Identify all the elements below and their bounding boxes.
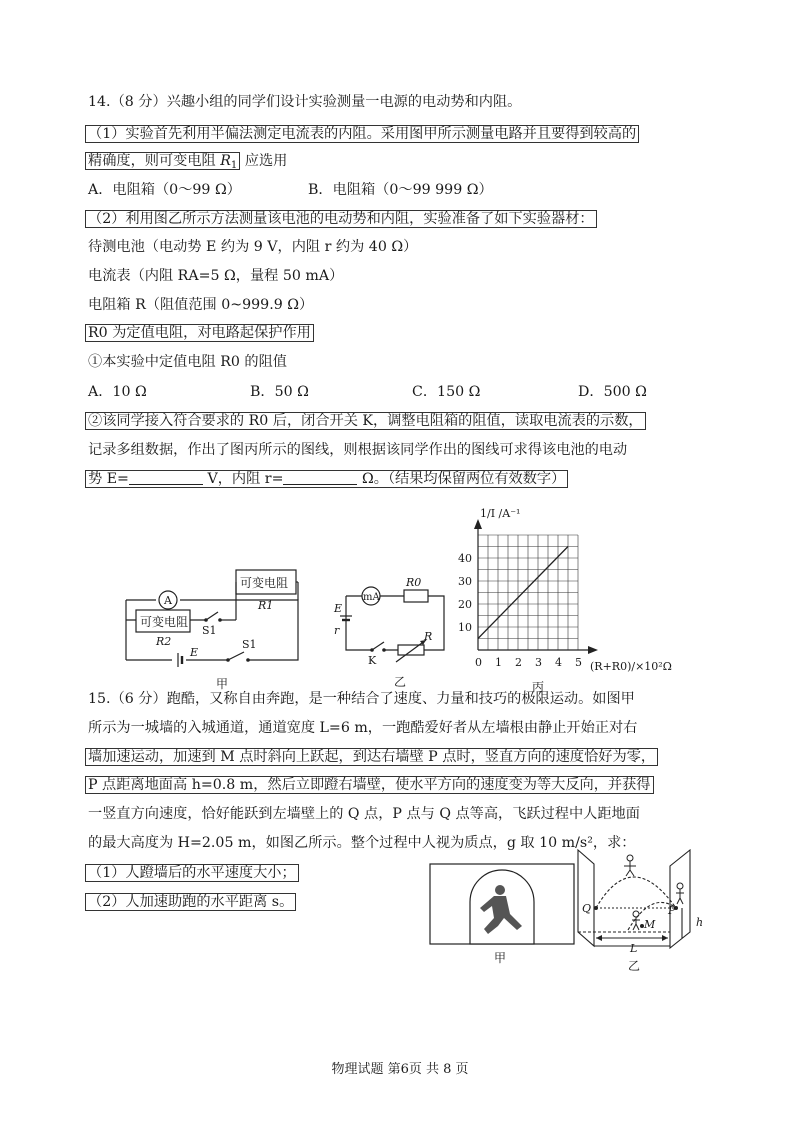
chart-x-tick-label: 1 xyxy=(495,656,502,669)
figure-yi-trajectory xyxy=(572,846,712,978)
figure-bing-caption: 丙 xyxy=(532,680,545,694)
chart-y-axis-label: 1/I /A⁻¹ xyxy=(480,507,521,520)
page-footer: 物理试题 第6页 共 8 页 xyxy=(331,1062,469,1077)
person-top-icon xyxy=(624,855,636,876)
figure-bing-chart xyxy=(452,505,692,695)
q15-line2: 所示为一城墙的入城通道，通道宽度 L=6 m，一跑酷爱好者从左墙根由静止开始正对右 xyxy=(88,720,638,736)
e-yi-label: E xyxy=(334,602,343,615)
chart-x-tick-label: 2 xyxy=(515,656,522,669)
q14-part2: （2）利用图乙所示方法测量该电池的电动势和内阻，实验准备了如下实验器材： xyxy=(88,209,597,229)
s1-label: S1 xyxy=(202,624,217,637)
r-internal-label: r xyxy=(334,624,340,637)
q15-line3: 墙加速运动，加速到 M 点时斜向上跃起，到达右墙壁 P 点时，竖直方向的速度恰好为零， xyxy=(88,747,658,767)
r1-box-label: 可变电阻 xyxy=(240,576,289,590)
q15-ask2: （2）人加速助跑的水平距离 s。 xyxy=(88,892,296,912)
q14-option-a: A．电阻箱（0～99 Ω） xyxy=(88,182,241,198)
point-p-label: P xyxy=(668,904,676,917)
q14-item-ammeter: 电流表（内阻 RA=5 Ω，量程 50 mA） xyxy=(88,268,344,284)
width-l-label: L xyxy=(630,942,638,955)
figure-yi-trajectory-caption: 乙 xyxy=(628,959,641,973)
s1b-label: S1 xyxy=(242,638,257,651)
point-q-label: Q xyxy=(582,902,592,915)
chart-x-tick-label: 4 xyxy=(555,656,562,669)
q14-item-r0: R0 为定值电阻，对电路起保护作用 xyxy=(88,323,314,343)
height-h-label: h xyxy=(696,916,704,929)
answer-blank-e[interactable] xyxy=(129,470,203,485)
q14-sub2-line3: 势 E= V，内阻 r= Ω。（结果均保留两位有效数字） xyxy=(88,469,568,489)
k-label: K xyxy=(368,654,377,667)
q15-line4: P 点距离地面高 h=0.8 m，然后立即蹬右墙壁，使水平方向的速度变为等大反向，并获得 xyxy=(88,775,654,795)
q14-item-battery: 待测电池（电动势 E 约为 9 V，内阻 r 约为 40 Ω） xyxy=(88,239,418,255)
chart-y-tick-label: 30 xyxy=(458,575,472,588)
q14-option-b: B．电阻箱（0～99 999 Ω） xyxy=(308,182,493,198)
chart-x-tick-label: 5 xyxy=(575,656,582,669)
q14-choice-a: A．10 Ω xyxy=(88,384,147,400)
chart-x-tick-label: 3 xyxy=(535,656,542,669)
ma-label: mA xyxy=(363,592,380,603)
q14-header: 14.（8 分）兴趣小组的同学们设计实验测量一电源的电动势和内阻。 xyxy=(88,94,522,110)
r2-box-label: 可变电阻 xyxy=(140,615,189,629)
q14-sub1: ①本实验中定值电阻 R0 的阻值 xyxy=(88,354,287,370)
chart-x-tick-label: 0 xyxy=(475,656,482,669)
figure-jia-circuit xyxy=(118,560,330,690)
chart-x-axis-label: (R+R0)/×10²Ω xyxy=(590,660,672,673)
q15-line1: 15.（6 分）跑酷，又称自由奔跑，是一种结合了速度、力量和技巧的极限运动。如图甲 xyxy=(88,691,635,707)
r0-label: R0 xyxy=(406,578,422,589)
q15-line6: 的最大高度为 H=2.05 m，如图乙所示。整个过程中人视为质点，g 取 10 m/s²，求： xyxy=(88,835,636,851)
e-label: E xyxy=(190,646,199,659)
q14-item-resistor-box: 电阻箱 R（阻值范围 0~999.9 Ω） xyxy=(88,297,314,313)
answer-blank-r[interactable] xyxy=(283,470,357,485)
point-m-label: M xyxy=(644,918,656,931)
person-m-icon xyxy=(632,911,640,930)
chart-y-tick-label: 40 xyxy=(458,552,472,565)
r1-label: R1 xyxy=(258,599,274,612)
r2-label: R2 xyxy=(156,635,172,648)
ammeter-label: A xyxy=(164,594,172,607)
r-label: R xyxy=(424,630,433,643)
person-right-icon xyxy=(676,883,684,904)
chart-y-tick-label: 10 xyxy=(458,621,472,634)
q14-choice-b: B．50 Ω xyxy=(250,384,309,400)
figure-yi-circuit xyxy=(332,578,462,688)
q15-line5: 一竖直方向速度，恰好能跃到左墙壁上的 Q 点，P 点与 Q 点等高，飞跃过程中人距地面 xyxy=(88,806,640,822)
chart-y-tick-label: 20 xyxy=(458,598,472,611)
q14-part1-line1: （1）实验首先利用半偏法测定电流表的内阻。采用图甲所示测量电路并且要得到较高的 xyxy=(88,124,639,144)
q14-choice-d: D．500 Ω xyxy=(578,384,647,400)
q14-sub2-line1: ②该同学接入符合要求的 R0 后，闭合开关 K，调整电阻箱的阻值，读取电流表的示数， xyxy=(88,411,646,431)
q14-sub2-line2: 记录多组数据，作出了图丙所示的图线，则根据该同学作出的图线可求得该电池的电动 xyxy=(88,442,628,458)
q14-choice-c: C．150 Ω xyxy=(412,384,481,400)
q14-part1-line2: 精确度，则可变电阻 $R_1$ 应选用 xyxy=(88,151,287,171)
figure-jia-wall xyxy=(428,862,578,974)
q15-ask1: （1）人蹬墙后的水平速度大小； xyxy=(88,863,299,883)
figure-jia-wall-caption: 甲 xyxy=(494,951,507,965)
figure-jia-caption: 甲 xyxy=(216,677,229,690)
figure-yi-caption: 乙 xyxy=(394,675,407,688)
